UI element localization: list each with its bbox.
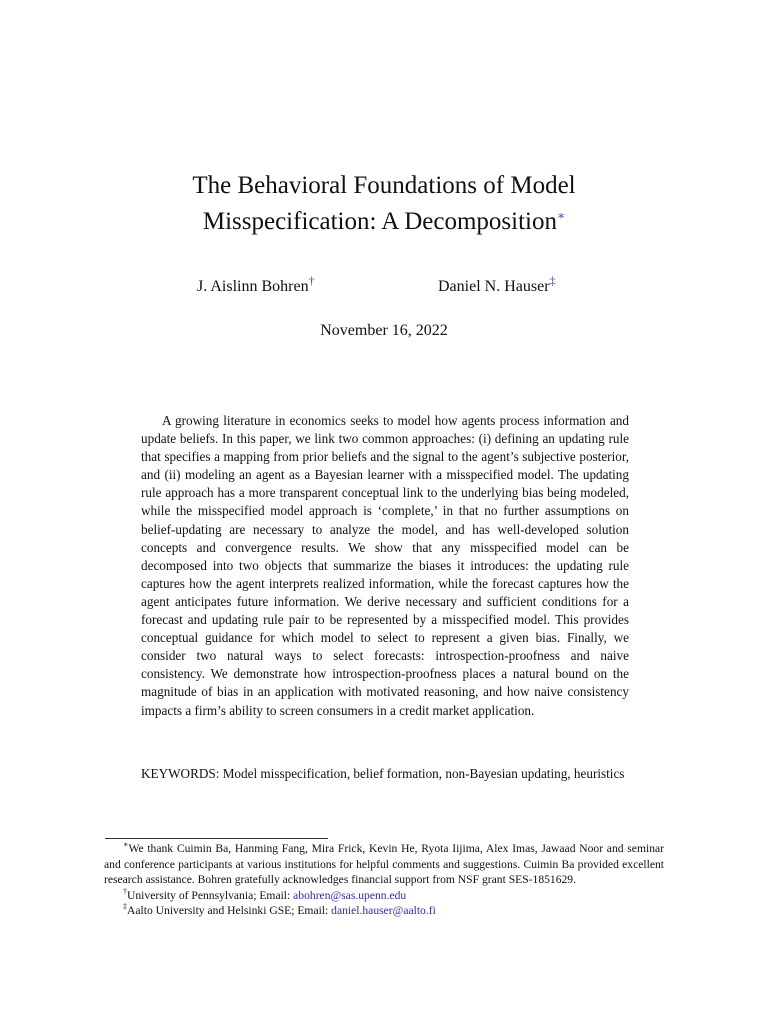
author-bohren (197, 273, 315, 296)
footnote-mark: ∗ (123, 840, 129, 850)
title-line-2 (100, 204, 668, 240)
footnote-text: We thank Cuimin Ba, Hanming Fang, Mira Frick, Kevin He, Ryota Iijima, Alex Imas, Jawaad Noor and seminar and conference participants at various institutions for helpful comments and suggestions. Cuimin Ba provided excellent research assistance. Bohren gratefully acknowledges financial support from NSF grant SES-1851629. (104, 842, 664, 887)
paper-date: November 16, 2022 (320, 322, 448, 339)
footnote-thanks (104, 841, 664, 888)
footnote-author-1 (104, 888, 664, 904)
title-footnote-mark[interactable]: ∗ (556, 208, 566, 223)
author-footnote-mark[interactable]: ‡ (549, 273, 556, 288)
author-name: J. Aislinn Bohren (197, 278, 309, 295)
title-line-1: The Behavioral Foundations of Model (192, 172, 576, 199)
keywords: KEYWORDS: Model misspecification, belief formation, non-Bayesian updating, heuristics (141, 766, 625, 781)
footnotes (104, 841, 664, 919)
author-footnote-mark[interactable]: † (308, 273, 315, 288)
author-name: Daniel N. Hauser (438, 278, 550, 295)
author-hauser (438, 273, 556, 296)
email-link-hauser[interactable]: daniel.hauser@aalto.fi (331, 904, 436, 918)
abstract: A growing literature in economics seeks to model how agents process information and update beliefs. In this paper, we link two common approaches: (i) defining an updating rule that specifies a mapping from prior beliefs and the signal to the agent’s subjective posterior, and (ii) modeling an agent as a Bayesian learner with a misspecified model. The updating rule approach has a more transparent conceptual link to the underlying bias being modeled, while the misspecified model approach is ‘complete,’ in that no further assumptions on belief-updating are necessary to analyze the model, and has well-developed solution concepts and convergence results. We show that any misspecified model can be decomposed into two objects that summarize the biases it introduces: the updating rule captures how the agent interprets realized information, while the forecast captures how the agent anticipates future information. We derive necessary and sufficient conditions for a forecast and updating rule pair to be represented by a misspecified model. This provides conceptual guidance for which model to select to represent a given bias. Finally, we consider two natural ways to select forecasts: introspection-proofness and naive consistency. We demonstrate how introspection-proofness places a natural bound on the magnitude of bias in an application with motivated reasoning, and how naive consistency impacts a firm’s ability to screen consumers in a credit market application. (141, 413, 629, 718)
footnote-mark: † (123, 886, 127, 896)
email-link-bohren[interactable]: abohren@sas.upenn.edu (293, 888, 407, 902)
footnote-text: Aalto University and Helsinki GSE; Email: (127, 904, 332, 918)
footnote-divider (105, 838, 328, 839)
paper-title (100, 168, 668, 240)
footnote-author-2 (104, 903, 664, 919)
title-line-2-text: Misspecification: A Decomposition (202, 208, 557, 235)
footnote-mark: ‡ (123, 902, 127, 912)
footnote-text: University of Pennsylvania; Email: (127, 888, 294, 902)
